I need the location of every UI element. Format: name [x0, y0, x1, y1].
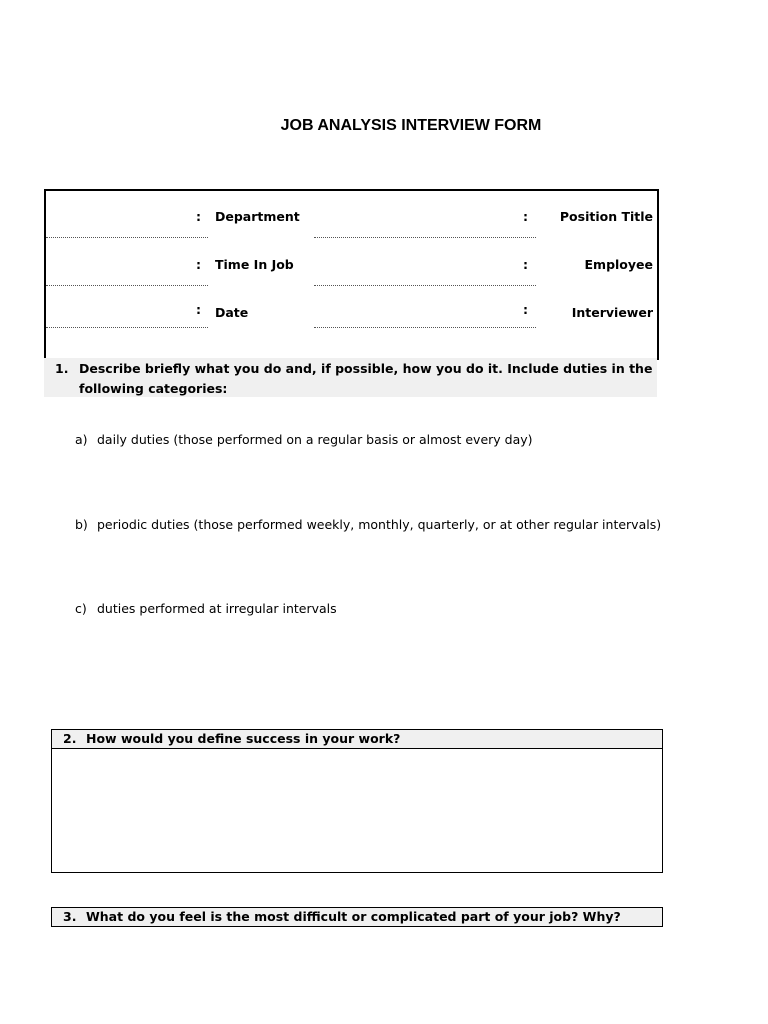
item-text: daily duties (those performed on a regular basis or almost every day): [97, 432, 533, 447]
question-2-answer-area[interactable]: [52, 749, 662, 872]
question-3-box: [51, 907, 663, 927]
item-letter: c): [75, 601, 87, 616]
date-field-line[interactable]: [46, 327, 208, 328]
item-letter: b): [75, 517, 88, 532]
question-1-text: Describe briefly what you do and, if possible, how you do it. Include duties in the following categories:: [79, 361, 653, 396]
colon: :: [523, 257, 528, 272]
position-title-label: Position Title: [559, 209, 653, 224]
info-row-department: [46, 209, 657, 229]
position-title-field-line[interactable]: [314, 237, 536, 238]
colon: :: [196, 257, 201, 272]
question-1-number: 1.: [55, 361, 69, 376]
question-1-item-b: [75, 517, 661, 532]
info-row-time-in-job: [46, 257, 657, 277]
time-in-job-field-line[interactable]: [46, 285, 208, 286]
question-1-item-a: [75, 432, 533, 447]
colon: :: [523, 209, 528, 224]
question-1-item-c: [75, 601, 337, 616]
date-label: Date: [215, 305, 249, 320]
time-in-job-label: Time In Job: [215, 257, 294, 272]
form-title: JOB ANALYSIS INTERVIEW FORM: [280, 117, 542, 134]
question-3-header: [52, 908, 662, 926]
department-label: Department: [215, 209, 300, 224]
colon: :: [196, 302, 201, 317]
question-3-text: What do you feel is the most difficult or complicated part of your job? Why?: [86, 909, 621, 924]
question-2-number: 2.: [63, 731, 77, 746]
interviewer-label: Interviewer: [571, 305, 653, 320]
item-text: periodic duties (those performed weekly, monthly, quarterly, or at other regular intervals): [97, 517, 662, 532]
colon: :: [196, 209, 201, 224]
colon: :: [523, 302, 528, 317]
question-1: [44, 358, 657, 397]
item-text: duties performed at irregular intervals: [97, 601, 337, 616]
interviewer-field-line[interactable]: [314, 327, 536, 328]
item-letter: a): [75, 432, 88, 447]
employee-info-box: [44, 189, 659, 360]
question-2-header: [52, 730, 662, 749]
employee-label: Employee: [584, 257, 653, 272]
question-2-box: [51, 729, 663, 873]
employee-field-line[interactable]: [314, 285, 536, 286]
department-field-line[interactable]: [46, 237, 208, 238]
question-3-number: 3.: [63, 909, 77, 924]
question-2-text: How would you define success in your work?: [86, 731, 401, 746]
info-row-date: [46, 302, 657, 325]
